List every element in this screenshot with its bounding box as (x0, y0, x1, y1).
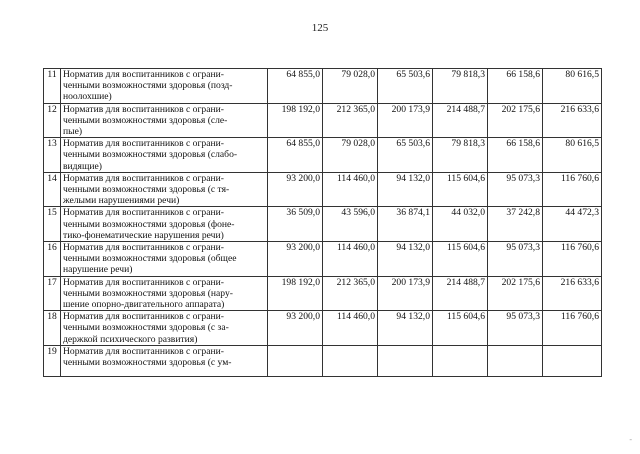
value-cell: 93 200,0 (268, 311, 323, 346)
value-cell: 66 158,6 (488, 138, 543, 173)
description-line: пые) (63, 126, 83, 138)
description-line: Норматив для воспитанников с ограни- (63, 69, 224, 80)
row-description (61, 103, 268, 138)
value-cell: 202 175,6 (488, 276, 543, 311)
description-line: ноолохшие) (63, 91, 112, 103)
description-line: Норматив для воспитанников с ограни- (63, 311, 224, 323)
value-cell: 44 032,0 (433, 207, 488, 242)
value-cell: 114 460,0 (323, 242, 378, 277)
value-cell: 216 633,6 (543, 103, 602, 138)
description-line: тико-фонематические нарушения речи) (63, 229, 224, 241)
row-description (61, 311, 268, 346)
table-row (44, 172, 602, 207)
table-row (44, 311, 602, 346)
table-row (44, 276, 602, 311)
value-cell: 198 192,0 (268, 103, 323, 138)
value-cell (323, 345, 378, 376)
row-number: 18 (44, 311, 61, 346)
description-line: Норматив для воспитанников с ограни- (63, 172, 224, 184)
value-cell: 95 073,3 (488, 172, 543, 207)
description-line: ченными возможностями здоровья (сле- (63, 114, 228, 126)
row-number: 11 (44, 69, 61, 104)
value-cell: 79 818,3 (433, 138, 488, 173)
description-line: Норматив для воспитанников с ограни- (63, 207, 224, 219)
value-cell: 66 158,6 (488, 69, 543, 104)
value-cell: 115 604,6 (433, 311, 488, 346)
value-cell: 198 192,0 (268, 276, 323, 311)
value-cell: 95 073,3 (488, 311, 543, 346)
value-cell: 116 760,6 (543, 311, 602, 346)
value-cell: 114 460,0 (323, 311, 378, 346)
description-line: Норматив для воспитанников с ограни- (63, 138, 224, 150)
value-cell: 116 760,6 (543, 242, 602, 277)
row-description (61, 172, 268, 207)
value-cell: 93 200,0 (268, 172, 323, 207)
value-cell: 94 132,0 (378, 172, 433, 207)
value-cell (543, 345, 602, 376)
value-cell: 79 028,0 (323, 69, 378, 104)
value-cell: 93 200,0 (268, 242, 323, 277)
description-line: ченными возможностями здоровья (фоне- (63, 218, 235, 230)
value-cell: 212 365,0 (323, 276, 378, 311)
table-row (44, 69, 602, 104)
value-cell: 114 460,0 (323, 172, 378, 207)
description-line: Норматив для воспитанников с ограни- (63, 345, 224, 357)
value-cell: 44 472,3 (543, 207, 602, 242)
description-line: шение опорно-двигательного аппарата) (63, 299, 225, 311)
table-row (44, 345, 602, 376)
value-cell: 79 818,3 (433, 69, 488, 104)
value-cell (268, 345, 323, 376)
row-number: 17 (44, 276, 61, 311)
description-line: ченными возможностями здоровья (нару- (63, 287, 233, 299)
value-cell: 65 503,6 (378, 69, 433, 104)
value-cell: 80 616,5 (543, 69, 602, 104)
value-cell: 214 488,7 (433, 103, 488, 138)
row-description (61, 345, 268, 376)
value-cell: 200 173,9 (378, 103, 433, 138)
value-cell: 115 604,6 (433, 172, 488, 207)
row-number: 14 (44, 172, 61, 207)
scan-mark: - (629, 435, 632, 444)
description-line: ченными возможностями здоровья (слабо- (63, 149, 238, 161)
description-line: Норматив для воспитанников с ограни- (63, 242, 224, 254)
description-line: нарушение речи) (63, 264, 133, 276)
description-line: видящие) (63, 160, 102, 172)
value-cell (378, 345, 433, 376)
row-description (61, 69, 268, 104)
row-description (61, 138, 268, 173)
row-number: 16 (44, 242, 61, 277)
value-cell: 200 173,9 (378, 276, 433, 311)
description-line: ченными возможностями здоровья (с тя- (63, 184, 230, 196)
table-row (44, 207, 602, 242)
row-number: 15 (44, 207, 61, 242)
description-line: желыми нарушениями речи) (63, 195, 180, 207)
value-cell: 80 616,5 (543, 138, 602, 173)
value-cell: 37 242,8 (488, 207, 543, 242)
value-cell: 36 509,0 (268, 207, 323, 242)
description-line: Норматив для воспитанников с ограни- (63, 103, 224, 115)
normatives-table (43, 68, 602, 377)
page-number: 125 (311, 22, 329, 34)
description-line: держкой психического развития) (63, 333, 198, 345)
value-cell: 216 633,6 (543, 276, 602, 311)
value-cell: 214 488,7 (433, 276, 488, 311)
value-cell: 212 365,0 (323, 103, 378, 138)
value-cell: 116 760,6 (543, 172, 602, 207)
value-cell: 94 132,0 (378, 242, 433, 277)
value-cell: 95 073,3 (488, 242, 543, 277)
description-line: ченными возможностями здоровья (с ум- (63, 357, 232, 369)
value-cell: 94 132,0 (378, 311, 433, 346)
description-line: ченными возможностями здоровья (общее (63, 253, 237, 265)
value-cell: 65 503,6 (378, 138, 433, 173)
value-cell (488, 345, 543, 376)
row-number: 12 (44, 103, 61, 138)
table-row (44, 103, 602, 138)
description-line: ченными возможностями здоровья (с за- (63, 322, 229, 334)
value-cell: 64 855,0 (268, 69, 323, 104)
value-cell: 202 175,6 (488, 103, 543, 138)
table-body (44, 69, 602, 377)
value-cell: 79 028,0 (323, 138, 378, 173)
value-cell: 115 604,6 (433, 242, 488, 277)
table-row (44, 138, 602, 173)
row-number: 13 (44, 138, 61, 173)
row-number: 19 (44, 345, 61, 376)
row-description (61, 207, 268, 242)
description-line: Норматив для воспитанников с ограни- (63, 276, 224, 288)
row-description (61, 276, 268, 311)
row-description (61, 242, 268, 277)
value-cell: 36 874,1 (378, 207, 433, 242)
table-row (44, 242, 602, 277)
description-line: ченными возможностями здоровья (позд- (63, 80, 233, 92)
value-cell: 43 596,0 (323, 207, 378, 242)
value-cell (433, 345, 488, 376)
value-cell: 64 855,0 (268, 138, 323, 173)
